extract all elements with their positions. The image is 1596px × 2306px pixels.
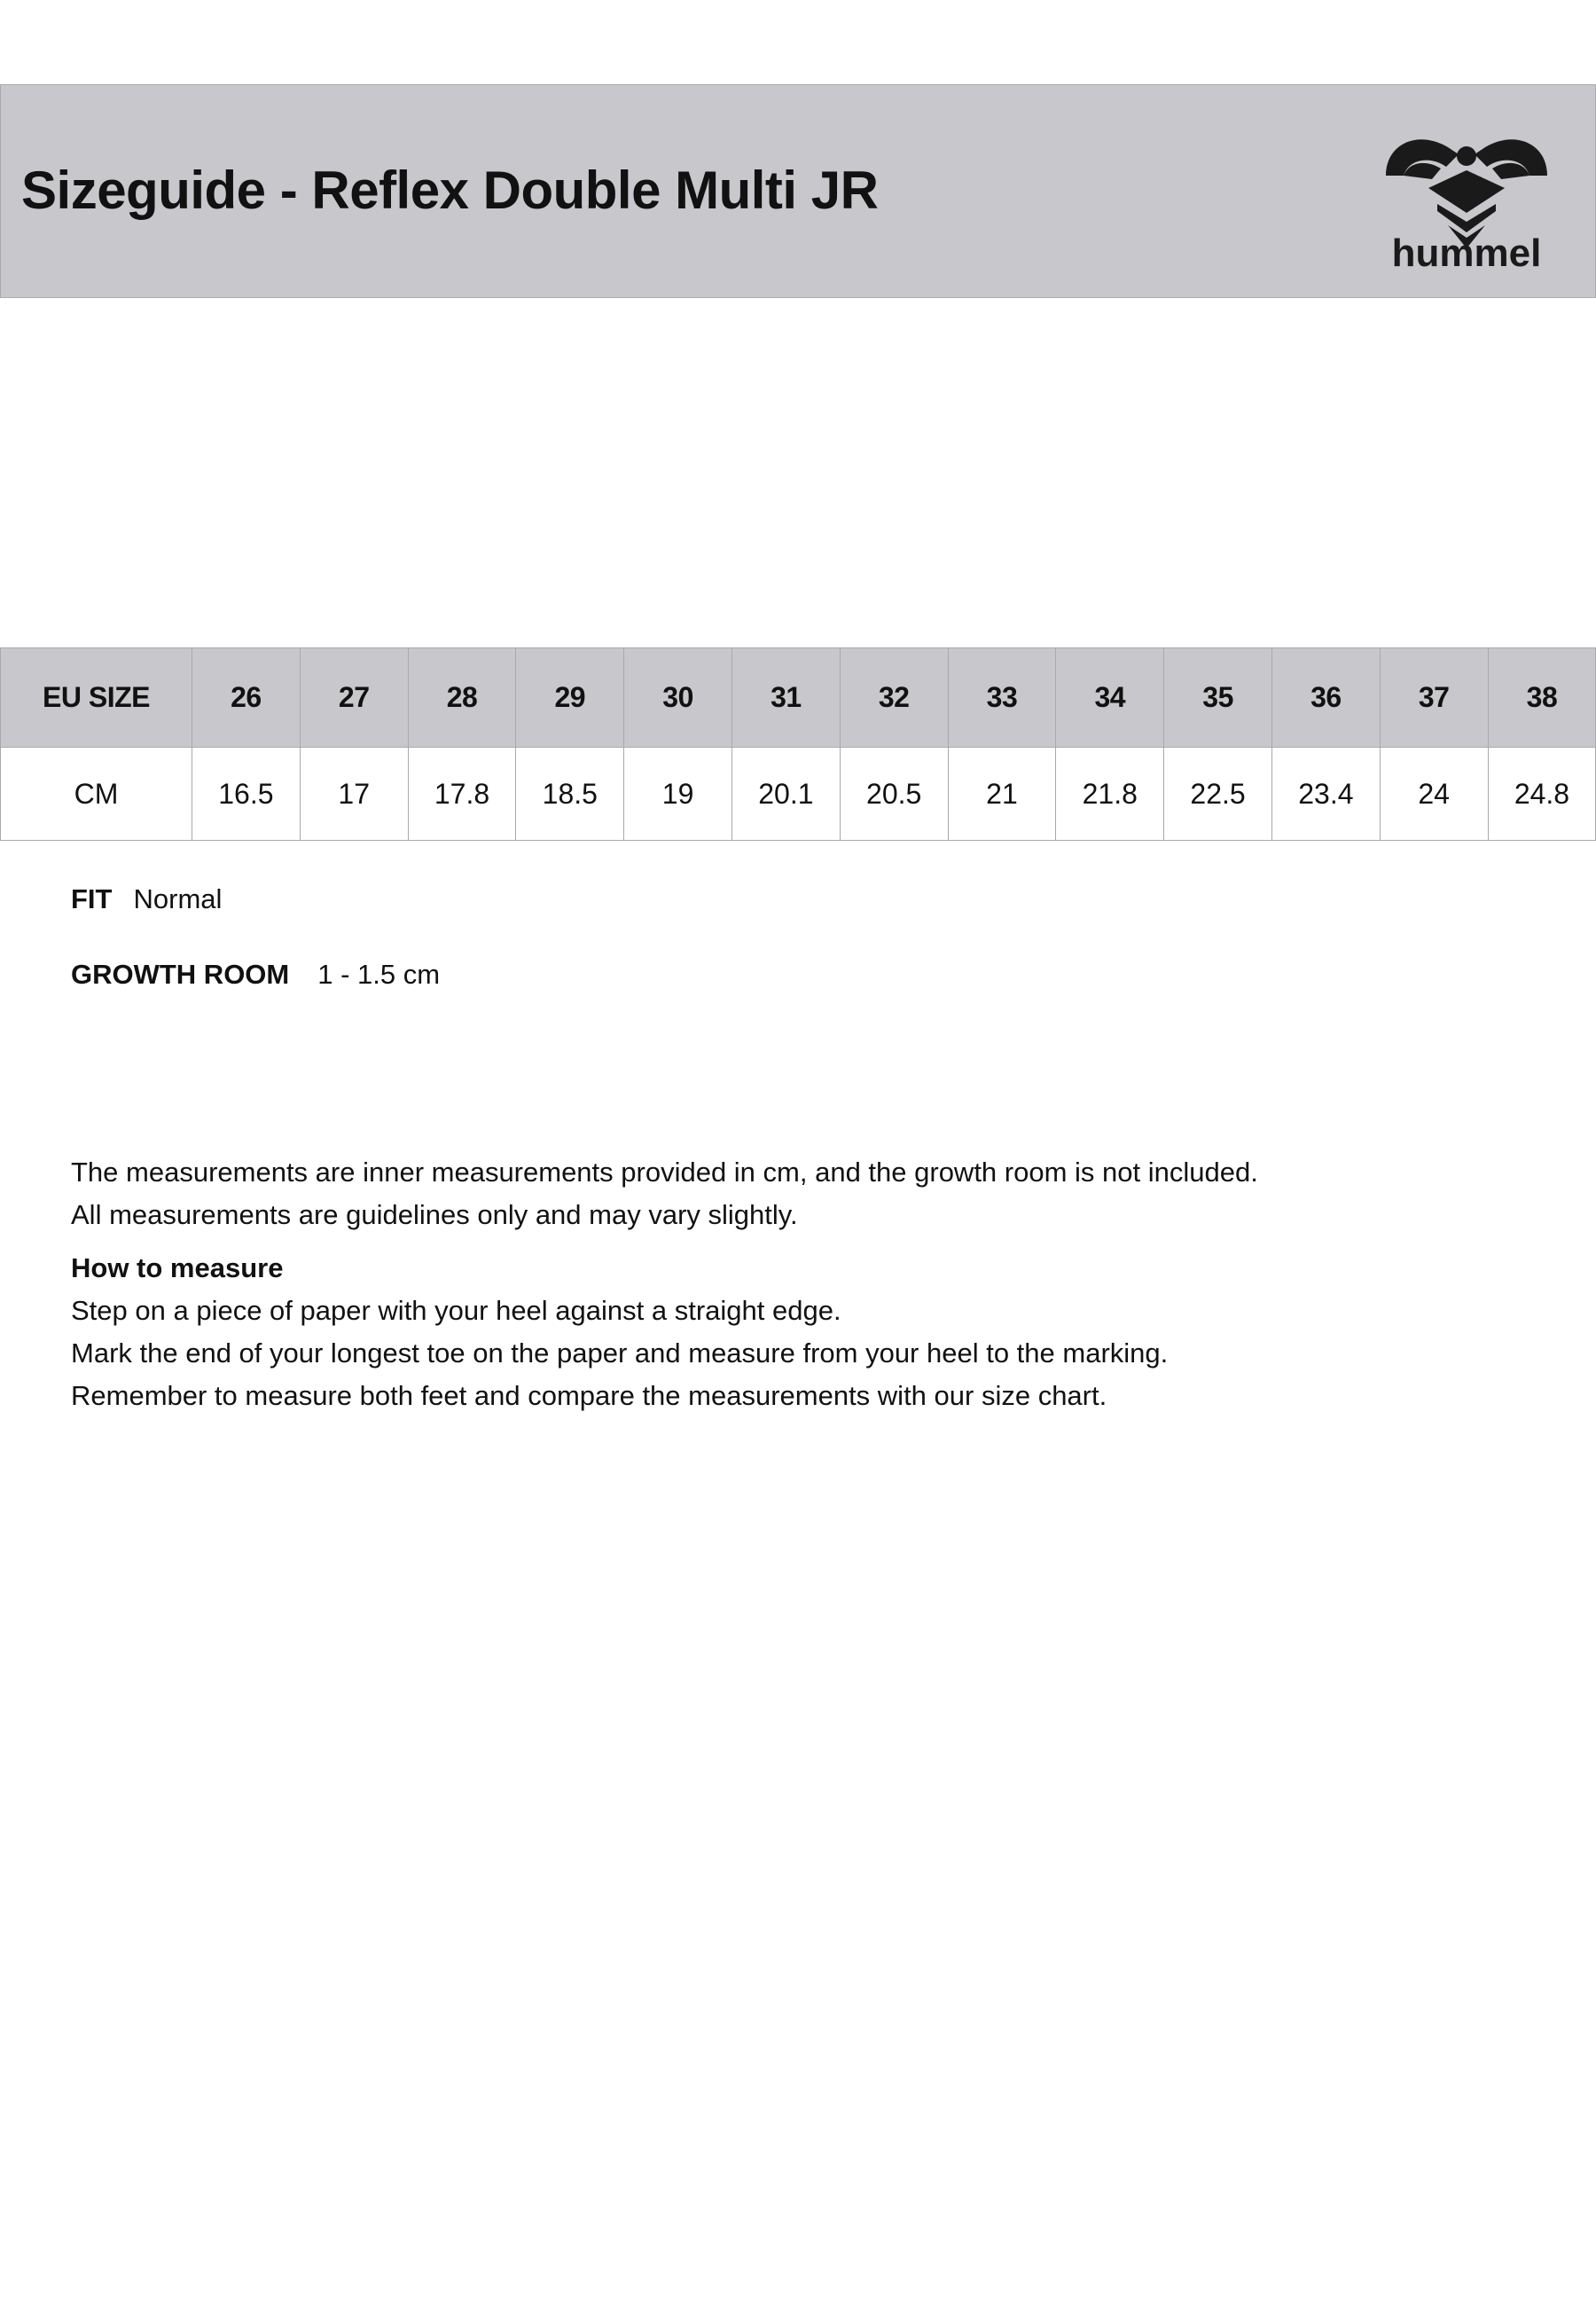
eu-size-cell: 28 bbox=[408, 648, 516, 748]
eu-size-cell: 30 bbox=[624, 648, 732, 748]
cm-cell: 17.8 bbox=[408, 748, 516, 841]
fit-spec bbox=[71, 883, 222, 915]
cm-cell: 23.4 bbox=[1271, 748, 1380, 841]
cm-cell: 20.1 bbox=[732, 748, 840, 841]
eu-size-cell: 27 bbox=[300, 648, 408, 748]
cm-cell: 20.5 bbox=[840, 748, 948, 841]
cm-row bbox=[1, 748, 1596, 841]
cm-cell: 21.8 bbox=[1056, 748, 1164, 841]
eu-size-cell: 31 bbox=[732, 648, 840, 748]
cm-cell: 21 bbox=[948, 748, 1056, 841]
cm-cell: 17 bbox=[300, 748, 408, 841]
eu-size-cell: 36 bbox=[1271, 648, 1380, 748]
howto-step: Step on a piece of paper with your heel against a straight edge. bbox=[71, 1295, 841, 1326]
eu-size-cell: 38 bbox=[1488, 648, 1596, 748]
growth-room-value: 1 - 1.5 cm bbox=[317, 959, 441, 990]
cm-cell: 22.5 bbox=[1164, 748, 1272, 841]
growth-room-label: GROWTH ROOM bbox=[71, 959, 290, 990]
eu-size-label: EU SIZE bbox=[1, 648, 192, 748]
eu-size-cell: 37 bbox=[1380, 648, 1488, 748]
cm-label: CM bbox=[1, 748, 192, 841]
eu-size-cell: 29 bbox=[516, 648, 624, 748]
fit-label: FIT bbox=[71, 883, 113, 914]
note-line: The measurements are inner measurements provided in cm, and the growth room is not included. bbox=[71, 1157, 1258, 1188]
how-to-measure-heading: How to measure bbox=[71, 1252, 284, 1283]
eu-size-cell: 34 bbox=[1056, 648, 1164, 748]
eu-size-cell: 33 bbox=[948, 648, 1056, 748]
cm-cell: 16.5 bbox=[192, 748, 301, 841]
brand-wordmark: hummel bbox=[1391, 231, 1542, 270]
cm-cell: 24 bbox=[1380, 748, 1488, 841]
cm-cell: 19 bbox=[624, 748, 732, 841]
note-line: All measurements are guidelines only and may vary slightly. bbox=[71, 1199, 798, 1230]
eu-size-row bbox=[1, 648, 1596, 748]
measurement-notes bbox=[71, 1151, 1525, 1417]
growth-room-spec bbox=[71, 959, 440, 991]
cm-cell: 18.5 bbox=[516, 748, 624, 841]
page-title: Sizeguide - Reflex Double Multi JR bbox=[21, 161, 879, 220]
size-table bbox=[0, 647, 1596, 841]
eu-size-cell: 32 bbox=[840, 648, 948, 748]
howto-step: Remember to measure both feet and compare the measurements with our size chart. bbox=[71, 1380, 1107, 1411]
cm-cell: 24.8 bbox=[1488, 748, 1596, 841]
howto-step: Mark the end of your longest toe on the paper and measure from your heel to the marking. bbox=[71, 1337, 1169, 1369]
hummel-logo bbox=[1373, 117, 1560, 270]
fit-value: Normal bbox=[133, 883, 223, 914]
bee-icon bbox=[1373, 117, 1560, 270]
eu-size-cell: 35 bbox=[1164, 648, 1272, 748]
header-banner bbox=[0, 84, 1596, 298]
eu-size-cell: 26 bbox=[192, 648, 301, 748]
